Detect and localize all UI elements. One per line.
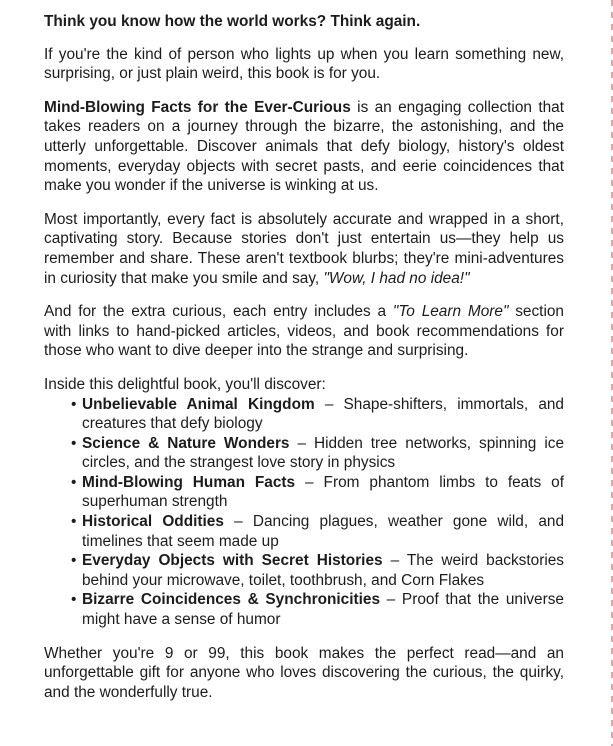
description-text: is an engaging collection that takes readers on a journey through the bizarre, the astonishing, and the utterly unforgettable. Discover animals that defy biology, history's oldest moments, everyday objects with secret pasts, and eerie coincidences that make you wonder if the universe is winking at us.	[44, 98, 564, 195]
list-item	[82, 395, 564, 434]
list-item-desc: – From phantom limbs to feats of superhuman strength	[82, 473, 564, 511]
description-paragraph	[44, 98, 564, 196]
intro-paragraph: If you're the kind of person who lights up when you learn something new, surprising, or just plain weird, this book is for you.	[44, 45, 564, 83]
page-heading: Think you know how the world works? Think again.	[44, 13, 421, 30]
learn-more-section-name: "To Learn More"	[392, 303, 509, 321]
accuracy-text: Most importantly, every fact is absolutely accurate and wrapped in a short, captivating story. Because stories don't just entertain us—they help us remember and share. These aren't textbook blurbs; they're mini-adventures in curiosity that make you smile and say,	[44, 210, 564, 287]
list-item-desc: – Hidden tree networks, spinning ice circles, and the strangest love story in physics	[82, 434, 564, 472]
learn-more-after: section with links to hand-picked articles, videos, and book recommendations for those who want to dive deeper into the strange and surprising.	[44, 303, 564, 360]
chapter-list	[44, 395, 564, 630]
list-item	[82, 473, 564, 512]
accuracy-paragraph	[44, 210, 564, 288]
learn-more-before: And for the extra curious, each entry includes a	[44, 303, 393, 321]
list-item-title: Historical Oddities	[82, 513, 224, 531]
book-description	[44, 12, 564, 716]
list-item-title: Unbelievable Animal Kingdom	[82, 395, 315, 413]
list-item-desc: – Proof that the universe might have a sense of humor	[82, 591, 564, 629]
book-title: Mind-Blowing Facts for the Ever-Curious	[44, 98, 351, 116]
list-item-title: Science & Nature Wonders	[82, 434, 290, 452]
list-item-desc: – Dancing plagues, weather gone wild, and timelines that seem made up	[82, 513, 565, 550]
list-item-title: Bizarre Coincidences & Synchronicities	[82, 591, 381, 609]
accuracy-quote: "Wow, I had no idea!"	[323, 269, 470, 287]
list-item	[82, 512, 564, 551]
list-intro: Inside this delightful book, you'll discover:	[44, 375, 326, 393]
list-item	[82, 551, 564, 590]
list-item-desc: – The weird backstories behind your microwave, toilet, toothbrush, and Corn Flakes	[82, 552, 564, 589]
closing-paragraph: Whether you're 9 or 99, this book makes the perfect read—and an unforgettable gift for anyone who loves discovering the curious, the quirky, and the wonderfully true.	[44, 644, 564, 701]
list-item	[82, 434, 564, 473]
learn-more-paragraph	[44, 302, 564, 361]
list-item-title: Everyday Objects with Secret Histories	[82, 552, 383, 570]
list-item	[82, 590, 564, 629]
list-item-desc: – Shape-shifters, immortals, and creatures that defy biology	[82, 395, 564, 433]
list-item-title: Mind-Blowing Human Facts	[82, 473, 296, 491]
